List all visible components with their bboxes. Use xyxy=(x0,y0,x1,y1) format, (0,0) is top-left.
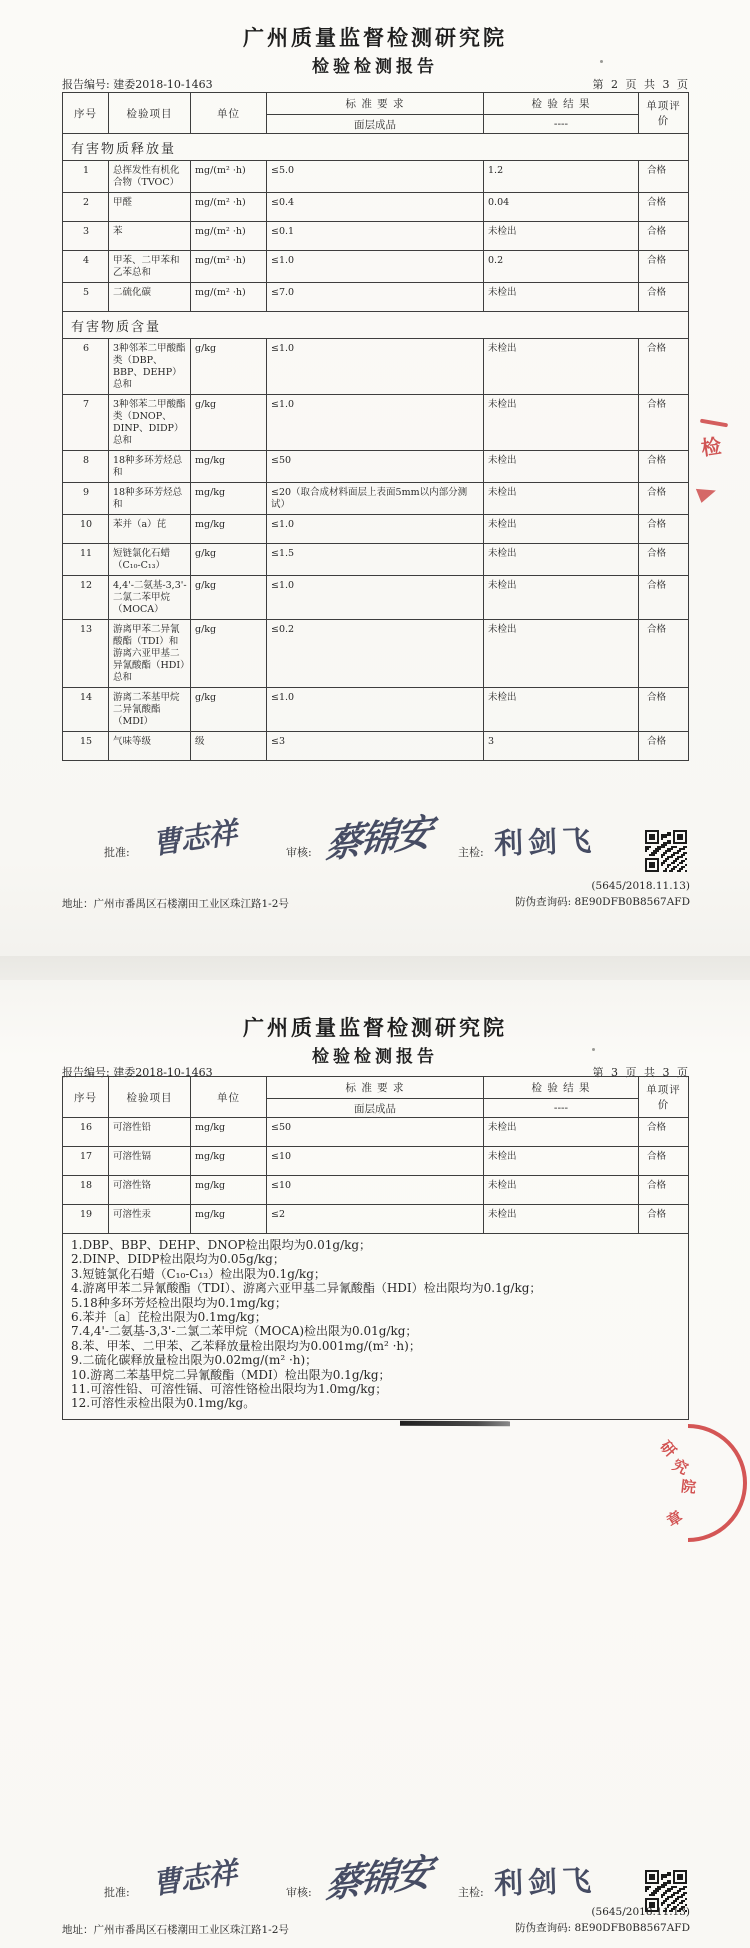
cell-standard: ≤0.1 xyxy=(267,222,484,251)
cell-no: 10 xyxy=(63,515,109,544)
col-standard-sub: 面层成品 xyxy=(267,1099,484,1118)
cell-item: 短链氯化石蜡（C₁₀-C₁₃） xyxy=(109,544,191,576)
report-page-1 xyxy=(0,0,750,956)
cell-evaluation: 合格 xyxy=(639,1118,689,1147)
header-row xyxy=(63,93,689,115)
cell-unit: mg/kg xyxy=(191,515,267,544)
page-gap xyxy=(0,956,750,980)
table-row xyxy=(63,1118,689,1147)
cell-no: 8 xyxy=(63,451,109,483)
cell-unit: g/kg xyxy=(191,576,267,620)
cell-item: 18种多环芳烃总和 xyxy=(109,451,191,483)
table-row xyxy=(63,193,689,222)
cell-item: 游离甲苯二异氰酸酯（TDI）和游离六亚甲基二异氰酸酯（HDI）总和 xyxy=(109,620,191,688)
cell-result: 未检出 xyxy=(484,515,639,544)
footer-codes xyxy=(515,1904,690,1936)
note-line: 1.DBP、BBP、DEHP、DNOP检出限均为0.01g/kg； xyxy=(71,1238,372,1252)
cell-item: 游离二苯基甲烷二异氰酸酯（MDI） xyxy=(109,688,191,732)
cell-standard: ≤10 xyxy=(267,1147,484,1176)
cell-no: 9 xyxy=(63,483,109,515)
cell-unit: g/kg xyxy=(191,544,267,576)
address: 地址：广州市番禺区石楼潮田工业区珠江路1-2号 xyxy=(62,1924,289,1936)
chief-signature: 利剑飞 xyxy=(493,823,597,861)
cell-unit: g/kg xyxy=(191,339,267,395)
stamp-character: 检 xyxy=(699,433,723,461)
cell-result: 1.2 xyxy=(484,161,639,193)
table-row xyxy=(63,222,689,251)
cell-result: 未检出 xyxy=(484,222,639,251)
cell-result: 未检出 xyxy=(484,620,639,688)
review-label: 审核: xyxy=(286,846,312,859)
institute-name: 广州质量监督检测研究院 xyxy=(243,1015,507,1040)
col-evaluation: 单项评价 xyxy=(639,1077,689,1118)
cell-no: 2 xyxy=(63,193,109,222)
cell-unit: g/kg xyxy=(191,395,267,451)
cell-no: 3 xyxy=(63,222,109,251)
col-result: 检 验 结 果 xyxy=(484,1077,639,1099)
cell-no: 6 xyxy=(63,339,109,395)
table-row xyxy=(63,732,689,761)
cell-item: 可溶性铬 xyxy=(109,1176,191,1205)
cell-unit: g/kg xyxy=(191,620,267,688)
report-title: 检验检测报告 xyxy=(312,57,438,77)
cell-result: 未检出 xyxy=(484,1176,639,1205)
approve-label: 批准: xyxy=(104,846,130,859)
table-row xyxy=(63,1176,689,1205)
scan-speck xyxy=(592,1048,595,1051)
table-row xyxy=(63,620,689,688)
cell-standard: ≤10 xyxy=(267,1176,484,1205)
review-signature: 蔡锦安 xyxy=(323,809,433,867)
page-indicator: 第 2 页 共 3 页 xyxy=(592,78,690,91)
cell-evaluation: 合格 xyxy=(639,1176,689,1205)
cell-result: 3 xyxy=(484,732,639,761)
cell-result: 未检出 xyxy=(484,688,639,732)
cell-evaluation: 合格 xyxy=(639,339,689,395)
cell-result: 未检出 xyxy=(484,395,639,451)
stamp-dash xyxy=(700,419,728,428)
note-line: 3.短链氯化石蜡（C₁₀-C₁₃）检出限为0.1g/kg； xyxy=(71,1266,326,1281)
cell-result: 未检出 xyxy=(484,544,639,576)
notes-row xyxy=(63,1234,689,1420)
cell-evaluation: 合格 xyxy=(639,193,689,222)
col-standard-sub: 面层成品 xyxy=(267,115,484,134)
table-row xyxy=(63,451,689,483)
cell-standard: ≤7.0 xyxy=(267,283,484,312)
cell-evaluation: 合格 xyxy=(639,1147,689,1176)
cell-item: 18种多环芳烃总和 xyxy=(109,483,191,515)
cell-evaluation: 合格 xyxy=(639,251,689,283)
chief-signature: 利剑飞 xyxy=(493,1863,597,1901)
cell-standard: ≤2 xyxy=(267,1205,484,1234)
cell-result: 未检出 xyxy=(484,283,639,312)
header-row xyxy=(63,1077,689,1099)
cell-unit: mg/(m² ·h) xyxy=(191,222,267,251)
cell-evaluation: 合格 xyxy=(639,544,689,576)
table-row xyxy=(63,483,689,515)
report-number: 报告编号: 建委2018-10-1463 xyxy=(62,1066,213,1079)
cell-evaluation: 合格 xyxy=(639,451,689,483)
table-row xyxy=(63,339,689,395)
cell-no: 7 xyxy=(63,395,109,451)
cell-no: 14 xyxy=(63,688,109,732)
cell-result: 未检出 xyxy=(484,1147,639,1176)
col-result-sub: ---- xyxy=(484,115,639,134)
round-stamp-fragment xyxy=(615,1416,750,1550)
cell-result: 未检出 xyxy=(484,451,639,483)
cell-no: 4 xyxy=(63,251,109,283)
cell-item: 甲苯、二甲苯和乙苯总和 xyxy=(109,251,191,283)
note-line: 12.可溶性汞检出限为0.1mg/kg。 xyxy=(71,1396,256,1411)
cell-item: 苯 xyxy=(109,222,191,251)
col-standard: 标 准 要 求 xyxy=(267,93,484,115)
stamp-character: 究 xyxy=(669,1455,691,1479)
cell-result: 未检出 xyxy=(484,339,639,395)
cell-no: 1 xyxy=(63,161,109,193)
cell-evaluation: 合格 xyxy=(639,483,689,515)
cell-standard: ≤0.2 xyxy=(267,620,484,688)
scan-artifact-bar xyxy=(400,1421,510,1427)
review-label: 审核: xyxy=(286,1886,312,1899)
note-line: 11.可溶性铅、可溶性镉、可溶性铬检出限均为1.0mg/kg； xyxy=(71,1382,388,1397)
results-table-page1 xyxy=(62,92,689,761)
col-result-sub: ---- xyxy=(484,1099,639,1118)
cell-standard: ≤1.0 xyxy=(267,688,484,732)
cell-result: 未检出 xyxy=(484,576,639,620)
col-result: 检 验 结 果 xyxy=(484,93,639,115)
cell-unit: mg/kg xyxy=(191,1205,267,1234)
note-line: 6.苯并〔a〕芘检出限为0.1mg/kg； xyxy=(71,1310,267,1325)
cell-no: 17 xyxy=(63,1147,109,1176)
cell-evaluation: 合格 xyxy=(639,620,689,688)
col-item: 检验项目 xyxy=(109,1077,191,1118)
cell-evaluation: 合格 xyxy=(639,732,689,761)
table-row xyxy=(63,395,689,451)
cell-item: 4,4'-二氨基-3,3'-二氯二苯甲烷（MOCA） xyxy=(109,576,191,620)
section-title: 有害物质含量 xyxy=(63,312,689,339)
footer-codes xyxy=(515,878,690,910)
cell-standard: ≤1.0 xyxy=(267,395,484,451)
cell-unit: mg/kg xyxy=(191,451,267,483)
institute-name: 广州质量监督检测研究院 xyxy=(243,25,507,50)
report-number: 报告编号: 建委2018-10-1463 xyxy=(62,78,213,91)
approve-label: 批准: xyxy=(104,1886,130,1899)
cell-unit: g/kg xyxy=(191,688,267,732)
cell-unit: mg/(m² ·h) xyxy=(191,161,267,193)
cell-no: 12 xyxy=(63,576,109,620)
col-no: 序号 xyxy=(63,1077,109,1118)
address: 地址：广州市番禺区石楼潮田工业区珠江路1-2号 xyxy=(62,898,289,910)
col-no: 序号 xyxy=(63,93,109,134)
note-line: 2.DINP、DIDP检出限均为0.05g/kg； xyxy=(71,1252,285,1267)
approve-signature: 曹志祥 xyxy=(150,1855,239,1901)
cell-no: 5 xyxy=(63,283,109,312)
cell-no: 15 xyxy=(63,732,109,761)
note-line: 10.游离二苯基甲烷二异氰酸酯（MDI）检出限为0.1g/kg； xyxy=(71,1367,391,1382)
cell-unit: mg/(m² ·h) xyxy=(191,251,267,283)
cell-item: 可溶性铅 xyxy=(109,1118,191,1147)
print-code: (5645/2018.11.13) xyxy=(591,1906,690,1918)
note-line: 8.苯、甲苯、二甲苯、乙苯释放量检出限均为0.001mg/(m² ·h)； xyxy=(71,1338,421,1353)
cell-standard: ≤5.0 xyxy=(267,161,484,193)
table-row xyxy=(63,283,689,312)
cell-evaluation: 合格 xyxy=(639,515,689,544)
cell-unit: mg/(m² ·h) xyxy=(191,283,267,312)
results-table-page2 xyxy=(62,1076,689,1420)
note-line: 5.18种多环芳烃检出限均为0.1mg/kg； xyxy=(71,1295,287,1310)
scan-speck xyxy=(600,60,603,63)
table-row xyxy=(63,544,689,576)
page-indicator: 第 3 页 共 3 页 xyxy=(592,1066,690,1079)
cell-standard: ≤20（取合成材料面层上表面5mm以内部分测试） xyxy=(267,483,484,515)
notes-cell xyxy=(63,1234,689,1420)
cell-result: 未检出 xyxy=(484,1118,639,1147)
cell-no: 13 xyxy=(63,620,109,688)
cell-no: 18 xyxy=(63,1176,109,1205)
cell-standard: ≤50 xyxy=(267,451,484,483)
col-unit: 单位 xyxy=(191,1077,267,1118)
anti-fake-code: 防伪查询码: 8E90DFB0B8567AFD xyxy=(515,1922,690,1934)
cell-unit: mg/kg xyxy=(191,1147,267,1176)
cell-standard: ≤1.0 xyxy=(267,576,484,620)
cell-item: 总挥发性有机化合物（TVOC） xyxy=(109,161,191,193)
cell-unit: mg/(m² ·h) xyxy=(191,193,267,222)
report-title: 检验检测报告 xyxy=(312,1047,438,1067)
cell-no: 16 xyxy=(63,1118,109,1147)
table-row xyxy=(63,688,689,732)
cell-standard: ≤1.5 xyxy=(267,544,484,576)
note-line: 9.二硫化碳释放量检出限为0.02mg/(m² ·h)； xyxy=(71,1353,318,1368)
cell-unit: 级 xyxy=(191,732,267,761)
approve-signature: 曹志祥 xyxy=(150,815,239,861)
cell-result: 未检出 xyxy=(484,1205,639,1234)
note-line: 4.游离甲苯二异氰酸酯（TDI）、游离六亚甲基二异氰酸酯（HDI）检出限均为0.1g/kg； xyxy=(71,1281,542,1296)
cell-result: 0.04 xyxy=(484,193,639,222)
cell-unit: mg/kg xyxy=(191,1176,267,1205)
table-row xyxy=(63,515,689,544)
edge-stamp-fragment xyxy=(694,415,750,525)
section-row xyxy=(63,134,689,161)
section-row xyxy=(63,312,689,339)
table-row xyxy=(63,161,689,193)
cell-item: 甲醛 xyxy=(109,193,191,222)
stamp-character: 研 xyxy=(656,1437,680,1461)
chief-label: 主检: xyxy=(458,1886,484,1899)
stamp-wedge xyxy=(696,482,718,503)
cell-standard: ≤0.4 xyxy=(267,193,484,222)
cell-standard: ≤1.0 xyxy=(267,251,484,283)
cell-item: 3种邻苯二甲酸酯类（DBP、BBP、DEHP）总和 xyxy=(109,339,191,395)
cell-item: 3种邻苯二甲酸酯类（DNOP、DINP、DIDP）总和 xyxy=(109,395,191,451)
table-row xyxy=(63,1205,689,1234)
cell-no: 19 xyxy=(63,1205,109,1234)
table-row xyxy=(63,251,689,283)
cell-standard: ≤1.0 xyxy=(267,339,484,395)
anti-fake-code: 防伪查询码: 8E90DFB0B8567AFD xyxy=(515,896,690,908)
cell-standard: ≤3 xyxy=(267,732,484,761)
cell-item: 苯并（a）芘 xyxy=(109,515,191,544)
cell-unit: mg/kg xyxy=(191,1118,267,1147)
cell-no: 11 xyxy=(63,544,109,576)
print-code: (5645/2018.11.13) xyxy=(591,880,690,892)
cell-result: 0.2 xyxy=(484,251,639,283)
cell-item: 可溶性汞 xyxy=(109,1205,191,1234)
col-unit: 单位 xyxy=(191,93,267,134)
col-standard: 标 准 要 求 xyxy=(267,1077,484,1099)
table-row xyxy=(63,1147,689,1176)
cell-evaluation: 合格 xyxy=(639,161,689,193)
cell-evaluation: 合格 xyxy=(639,1205,689,1234)
stamp-character: 院 xyxy=(680,1477,697,1497)
col-evaluation: 单项评价 xyxy=(639,93,689,134)
cell-standard: ≤1.0 xyxy=(267,515,484,544)
qr-code xyxy=(645,830,687,872)
cell-evaluation: 合格 xyxy=(639,283,689,312)
cell-evaluation: 合格 xyxy=(639,222,689,251)
cell-item: 可溶性镉 xyxy=(109,1147,191,1176)
cell-evaluation: 合格 xyxy=(639,576,689,620)
cell-standard: ≤50 xyxy=(267,1118,484,1147)
section-title: 有害物质释放量 xyxy=(63,134,689,161)
col-item: 检验项目 xyxy=(109,93,191,134)
cell-item: 二硫化碳 xyxy=(109,283,191,312)
cell-evaluation: 合格 xyxy=(639,395,689,451)
cell-item: 气味等级 xyxy=(109,732,191,761)
chief-label: 主检: xyxy=(458,846,484,859)
review-signature: 蔡锦安 xyxy=(323,1849,433,1907)
note-line: 7.4,4'-二氨基-3,3'-二氯二苯甲烷（MOCA)检出限为0.01g/kg； xyxy=(71,1324,418,1339)
stamp-character: 章 xyxy=(663,1507,686,1531)
cell-result: 未检出 xyxy=(484,483,639,515)
cell-unit: mg/kg xyxy=(191,483,267,515)
report-page-2 xyxy=(0,980,750,1948)
table-row xyxy=(63,576,689,620)
cell-evaluation: 合格 xyxy=(639,688,689,732)
